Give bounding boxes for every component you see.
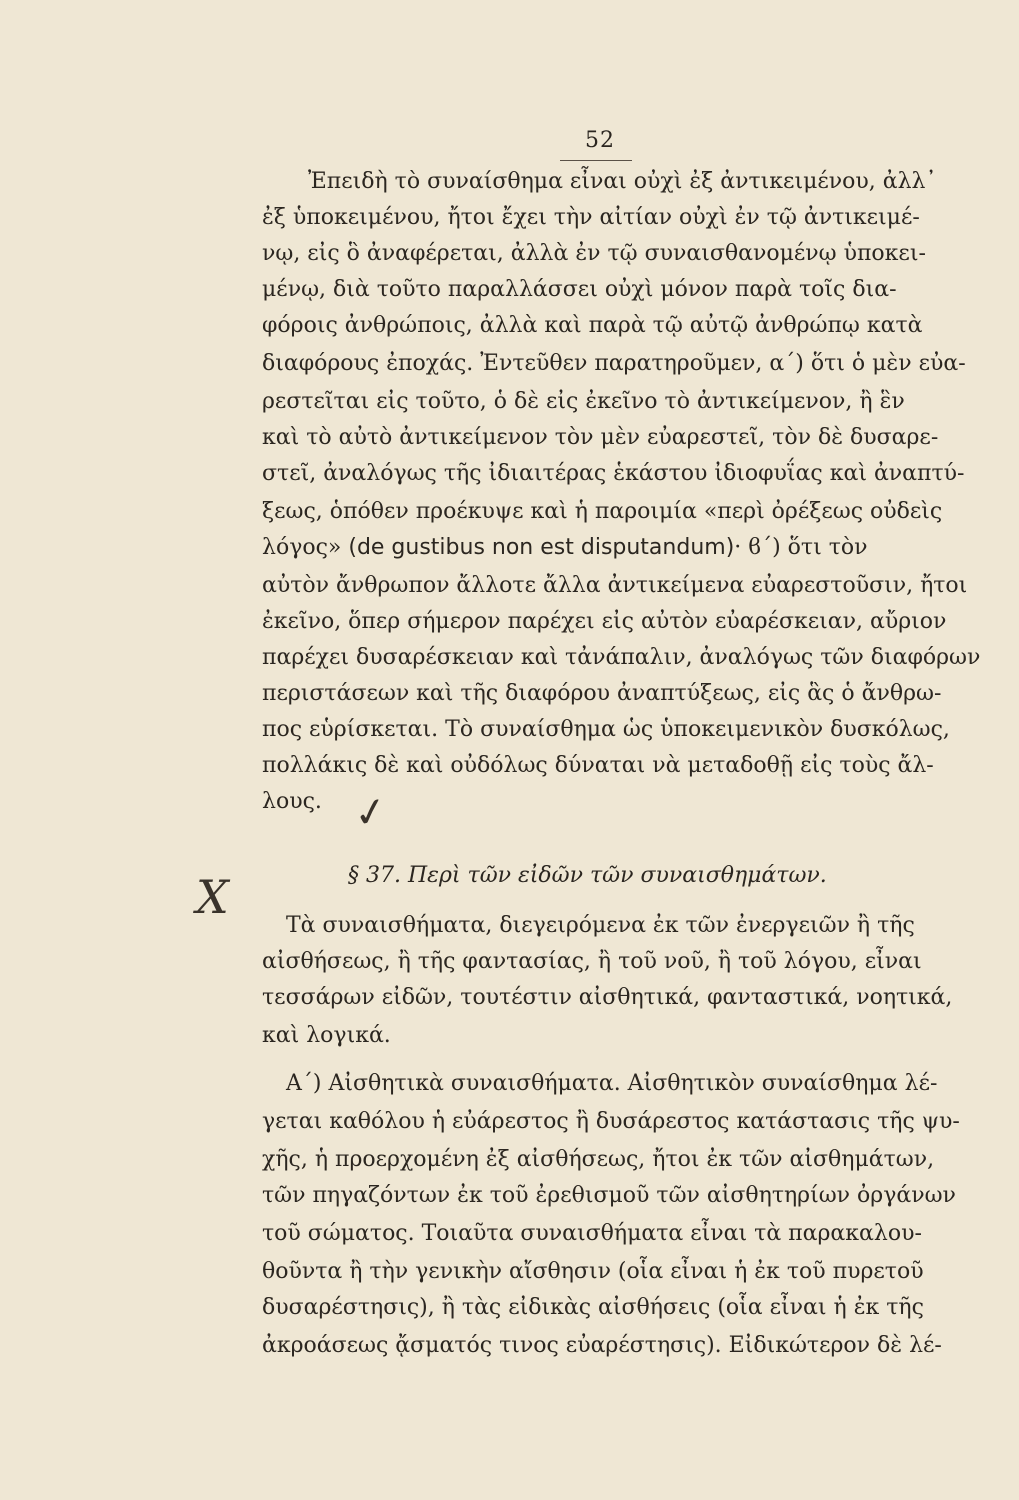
text-line: ἐξ ὑποκειμένου, ἤτοι ἔχει τὴν αἰτίαν οὐχὶ ἐν τῷ ἀντικειμέ- xyxy=(262,205,920,230)
text-line-latin xyxy=(262,534,868,562)
text-line: πος εὑρίσκεται. Τὸ συναίσθημα ὡς ὑποκειμενικὸν δυσκόλως, xyxy=(262,717,950,742)
text-line: γεται καθόλου ἡ εὐάρεστος ἢ δυσάρεστος κατάστασις τῆς ψυ- xyxy=(262,1109,960,1134)
text-line: ἐκεῖνο, ὅπερ σήμερον παρέχει εἰς αὐτὸν εὐαρέσκειαν, αὔριον xyxy=(262,609,947,634)
text-line: ξεως, ὁπόθεν προέκυψε καὶ ἡ παροιμία «περὶ ὀρέξεως οὐδεὶς xyxy=(262,499,943,524)
handwritten-checkmark: ✓ xyxy=(350,787,392,839)
section-heading: § 37. Περὶ τῶν εἰδῶν τῶν συναισθημάτων. xyxy=(348,863,827,888)
page-number-rule xyxy=(560,160,632,161)
text-line: ρεστεῖται εἰς τοῦτο, ὁ δὲ εἰς ἐκεῖνο τὸ ἀντικείμενον, ἢ ἓν xyxy=(262,389,905,414)
text-line: τῶν πηγαζόντων ἐκ τοῦ ἐρεθισμοῦ τῶν αἰσθητηρίων ὀργάνων xyxy=(262,1183,956,1208)
text-line: μένῳ, διὰ τοῦτο παραλλάσσει οὐχὶ μόνον παρὰ τοῖς δια- xyxy=(262,277,897,302)
text-line: φόροις ἀνθρώποις, ἀλλὰ καὶ παρὰ τῷ αὐτῷ ἀνθρώπῳ κατὰ xyxy=(262,313,923,338)
text-line: δυσαρέστησις), ἢ τὰς εἰδικὰς αἰσθήσεις (οἷα εἶναι ἡ ἐκ τῆς xyxy=(262,1295,924,1320)
text-line: αἰσθήσεως, ἢ τῆς φαντασίας, ἢ τοῦ νοῦ, ἢ τοῦ λόγου, εἶναι xyxy=(262,949,922,974)
latin-quote: (de gustibus non est disputandum) xyxy=(348,535,735,560)
text-line: στεῖ, ἀναλόγως τῆς ἰδιαιτέρας ἑκάστου ἰδιοφυΐας καὶ ἀναπτύ- xyxy=(262,461,965,486)
text-line: αὐτὸν ἄνθρωπον ἄλλοτε ἄλλα ἀντικείμενα εὐαρεστοῦσιν, ἤτοι xyxy=(262,573,968,598)
text-line: καὶ τὸ αὐτὸ ἀντικείμενον τὸν μὲν εὐαρεστεῖ, τὸν δὲ δυσαρε- xyxy=(262,425,939,450)
text-line: Α΄) Αἰσθητικὰ συναισθήματα. Αἰσθητικὸν συναίσθημα λέ- xyxy=(286,1071,938,1096)
text-line: περιστάσεων καὶ τῆς διαφόρου ἀναπτύξεως, εἰς ἃς ὁ ἄνθρω- xyxy=(262,681,942,706)
page-number: 52 xyxy=(585,128,615,153)
text-line: τοῦ σώματος. Τοιαῦτα συναισθήματα εἶναι τὰ παρακαλου- xyxy=(262,1221,922,1246)
text-line: διαφόρους ἐποχάς. Ἐντεῦθεν παρατηροῦμεν, α΄) ὅτι ὁ μὲν εὐα- xyxy=(262,351,966,376)
text-line: πολλάκις δὲ καὶ οὐδόλως δύναται νὰ μεταδοθῇ εἰς τοὺς ἄλ- xyxy=(262,753,934,778)
text-line: νῳ, εἰς ὃ ἀναφέρεται, ἀλλὰ ἐν τῷ συναισθανομένῳ ὑποκει- xyxy=(262,241,926,266)
text-line: θοῦντα ἢ τὴν γενικὴν αἴσθησιν (οἷα εἶναι ἡ ἐκ τοῦ πυρετοῦ xyxy=(262,1259,924,1284)
margin-x-mark: X xyxy=(196,870,229,924)
text-fragment: · ϐ΄) ὅτι τὸν xyxy=(734,535,868,560)
text-line: Τὰ συναισθήματα, διεγειρόμενα ἐκ τῶν ἐνεργειῶν ἢ τῆς xyxy=(286,913,915,938)
text-line: παρέχει δυσαρέσκειαν καὶ τἀνάπαλιν, ἀναλόγως τῶν διαφόρων xyxy=(262,645,981,670)
text-line: καὶ λογικά. xyxy=(262,1023,391,1048)
text-line: τεσσάρων εἰδῶν, τουτέστιν αἰσθητικά, φανταστικά, νοητικά, xyxy=(262,985,953,1010)
text-line: ἀκροάσεως ᾄσματός τινος εὐαρέστησις). Εἰδικώτερον δὲ λέ- xyxy=(262,1333,942,1358)
text-line: Ἐπειδὴ τὸ συναίσθημα εἶναι οὐχὶ ἐξ ἀντικειμένου, ἀλλ᾽ xyxy=(308,169,937,194)
text-line: χῆς, ἡ προερχομένη ἐξ αἰσθήσεως, ἤτοι ἐκ τῶν αἰσθημάτων, xyxy=(262,1147,935,1172)
text-fragment: λόγος» xyxy=(262,535,349,560)
text-line: λους. xyxy=(262,789,322,814)
